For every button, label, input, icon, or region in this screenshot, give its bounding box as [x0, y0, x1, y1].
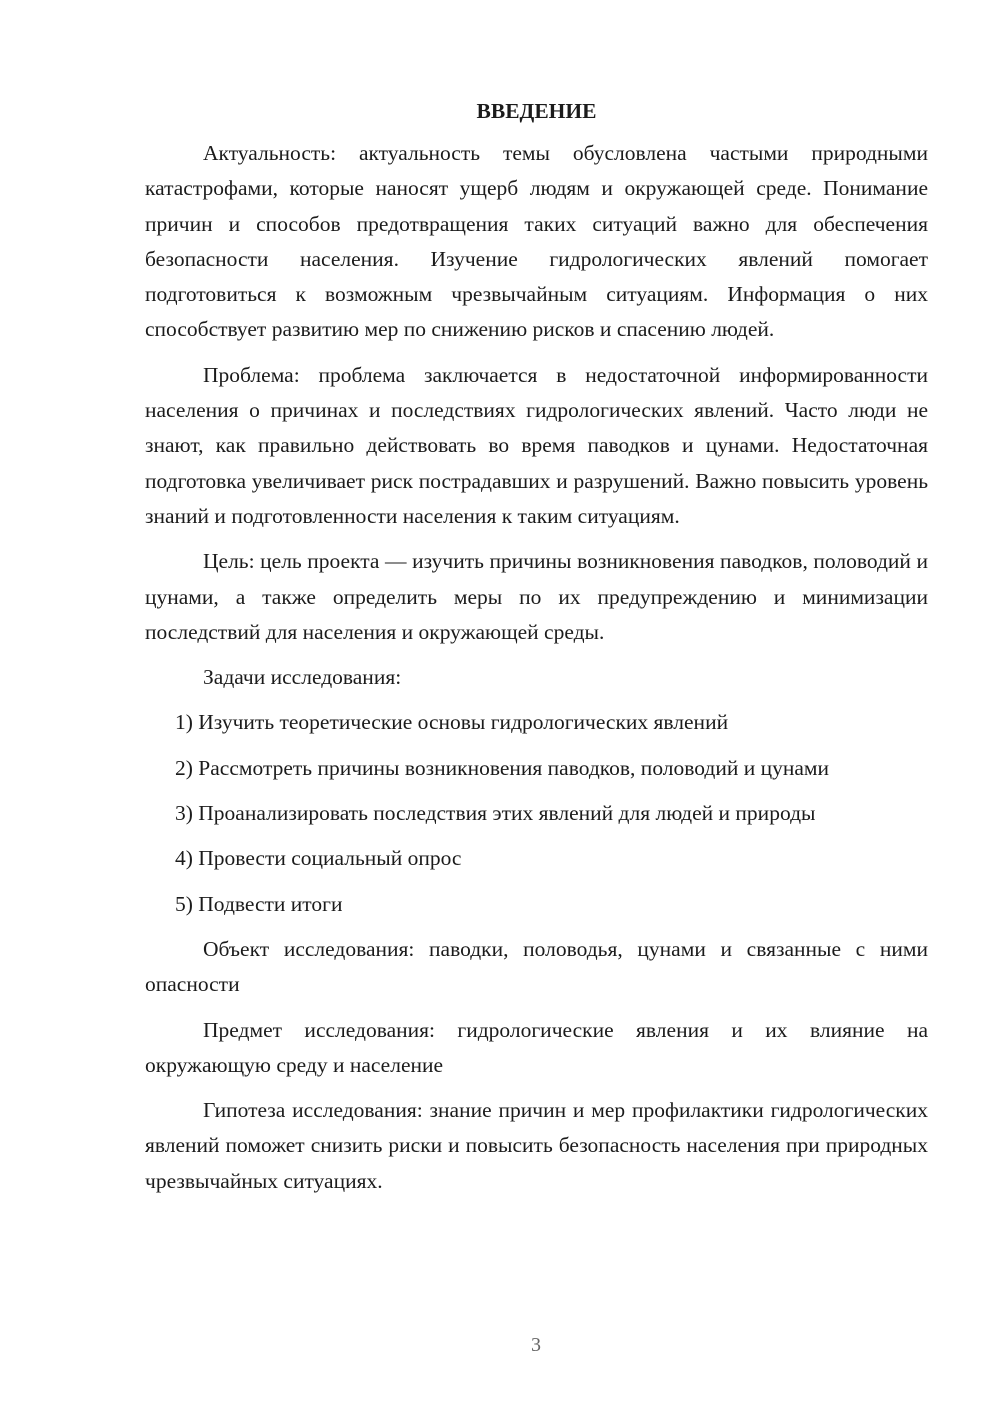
paragraph-problem: Проблема: проблема заключается в недостаточной информированности населения о причинах и последствиях гидрологических явлений. Часто люди не знают, как правильно действовать во время паводков и цунами. Недостаточная подготовка увеличивает риск пострадавших и разрушений. Важно повысить уровень знаний и подготовленности населения к таким ситуациям. — [145, 362, 928, 528]
task-item-1: 1) Изучить теоретические основы гидрологических явлений — [175, 710, 729, 735]
task-item-4: 4) Провести социальный опрос — [175, 846, 462, 871]
section-heading: ВВЕДЕНИЕ — [476, 99, 597, 123]
task-item-3: 3) Проанализировать последствия этих явлений для людей и природы — [175, 801, 816, 826]
page-number: 3 — [531, 1334, 541, 1356]
paragraph-hypothesis: Гипотеза исследования: знание причин и мер профилактики гидрологических явлений поможет снизить риски и повысить безопасность населения при природных чрезвычайных ситуациях. — [145, 1098, 928, 1193]
paragraph-relevance: Актуальность: актуальность темы обусловлена частыми природными катастрофами, которые наносят ущерб людям и окружающей среде. Понимание причин и способов предотвращения таких ситуаций важно для обеспечения безопасности населения. Изучение гидрологических явлений помогает подготовиться к возможным чрезвычайным ситуациям. Информация о них способствует развитию мер по снижению рисков и спасению людей. — [145, 141, 928, 342]
task-item-2: 2) Рассмотреть причины возникновения паводков, половодий и цунами — [175, 755, 830, 780]
paragraph-object: Объект исследования: паводки, половодья, цунами и связанные с ними опасности — [145, 936, 928, 997]
task-item-5: 5) Подвести итоги — [175, 891, 343, 916]
tasks-title: Задачи исследования: — [203, 665, 402, 690]
page-content — [145, 96, 928, 1209]
paragraph-subject: Предмет исследования: гидрологические явления и их влияние на окружающую среду и население — [145, 1017, 928, 1077]
paragraph-goal: Цель: цель проекта — изучить причины возникновения паводков, половодий и цунами, а также определить меры по их предупреждению и минимизации последствий для населения и окружающей среды. — [145, 549, 928, 644]
